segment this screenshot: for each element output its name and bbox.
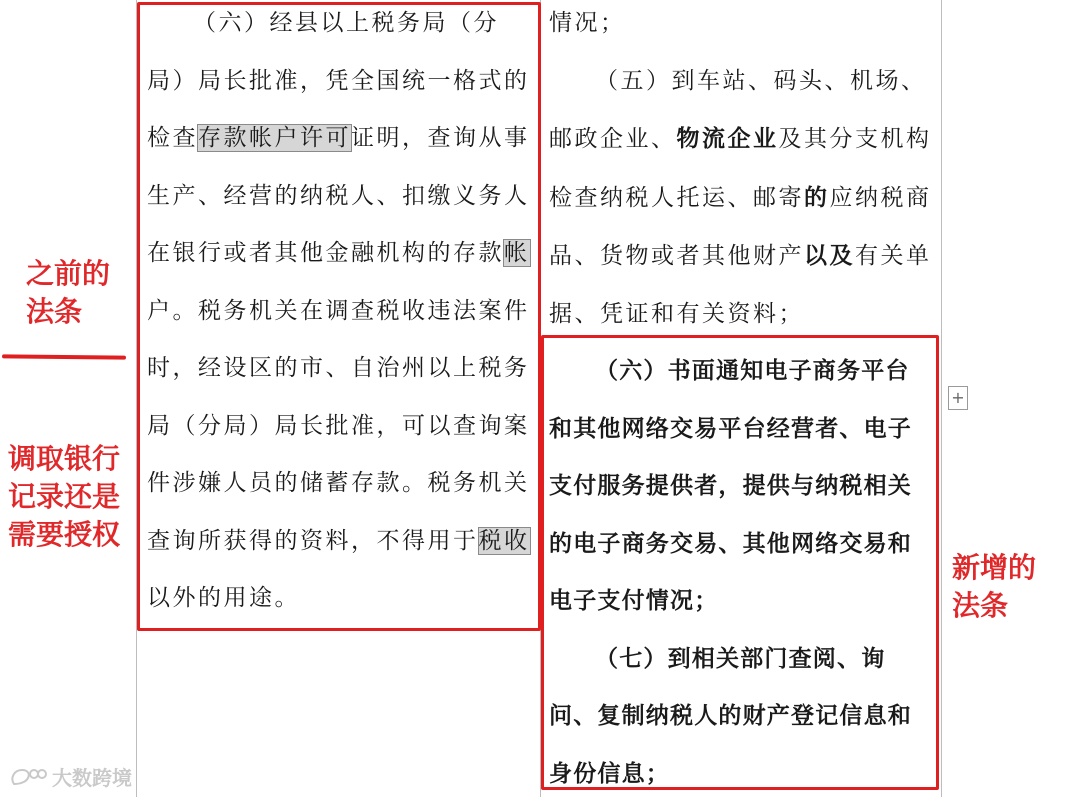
watermark — [8, 762, 132, 791]
text-segment: 户。税务机关在调查税收违法案件时，经设区的市、自治州以上税务局（分局）局长批准，可以查询案件涉嫌人员的储蓄存款。税务机关查询所获得的资料，不得用于 — [147, 298, 530, 554]
new-article-highlight-box — [541, 335, 939, 790]
highlighted-term: 存款帐户许可 — [198, 125, 351, 151]
text-segment: 及其分支机构检查纳税人托运、邮寄 — [549, 126, 932, 211]
text-segment: 有关单据、凭证和有关资料； — [549, 243, 932, 327]
top-fragment: 情况； — [549, 0, 933, 53]
old-article-highlight-box — [137, 2, 541, 631]
text-segment: 以外的用途。 — [147, 585, 300, 611]
annotation-previous-law: 之前的 法条 — [26, 255, 110, 331]
item-5-paragraph — [549, 53, 933, 344]
bold-inserted-term: 的 — [804, 184, 830, 211]
bold-inserted-term: 以及 — [804, 242, 855, 269]
annotation-underline — [2, 354, 126, 359]
bold-inserted-term: 物流企业 — [677, 125, 779, 152]
item-7-paragraph: （七）到相关部门查阅、询问、复制纳税人的财产登记信息和身份信息； — [549, 631, 933, 803]
add-row-button[interactable]: + — [948, 386, 968, 410]
watermark-text: 大数跨境 — [52, 762, 132, 791]
item-6-paragraph: （六）书面通知电子商务平台和其他网络交易平台经营者、电子支付服务提供者，提供与纳税相关的电子商务交易、其他网络交易和电子支付情况； — [549, 343, 933, 631]
text-segment: 应纳税商品、货物或者其他财产 — [549, 185, 932, 270]
text-segment: 证明，查询从事生产、经营的纳税人、扣缴义务人在银行或者其他金融机构的存款 — [147, 125, 530, 266]
annotation-new-law: 新增的 法条 — [952, 549, 1036, 625]
column-rule-right — [941, 0, 942, 797]
annotation-bank-records: 调取银行 记录还是 需要授权 — [8, 440, 120, 554]
highlighted-term: 帐 — [504, 240, 530, 266]
text-segment: （六）经县以上税务局（分局）局长批准，凭全国统一格式的检查 — [147, 10, 530, 151]
highlighted-term: 税收 — [479, 528, 530, 554]
text-segment: （五）到车站、码头、机场、邮政企业、 — [549, 68, 927, 153]
weibo-logo-icon — [8, 764, 48, 790]
